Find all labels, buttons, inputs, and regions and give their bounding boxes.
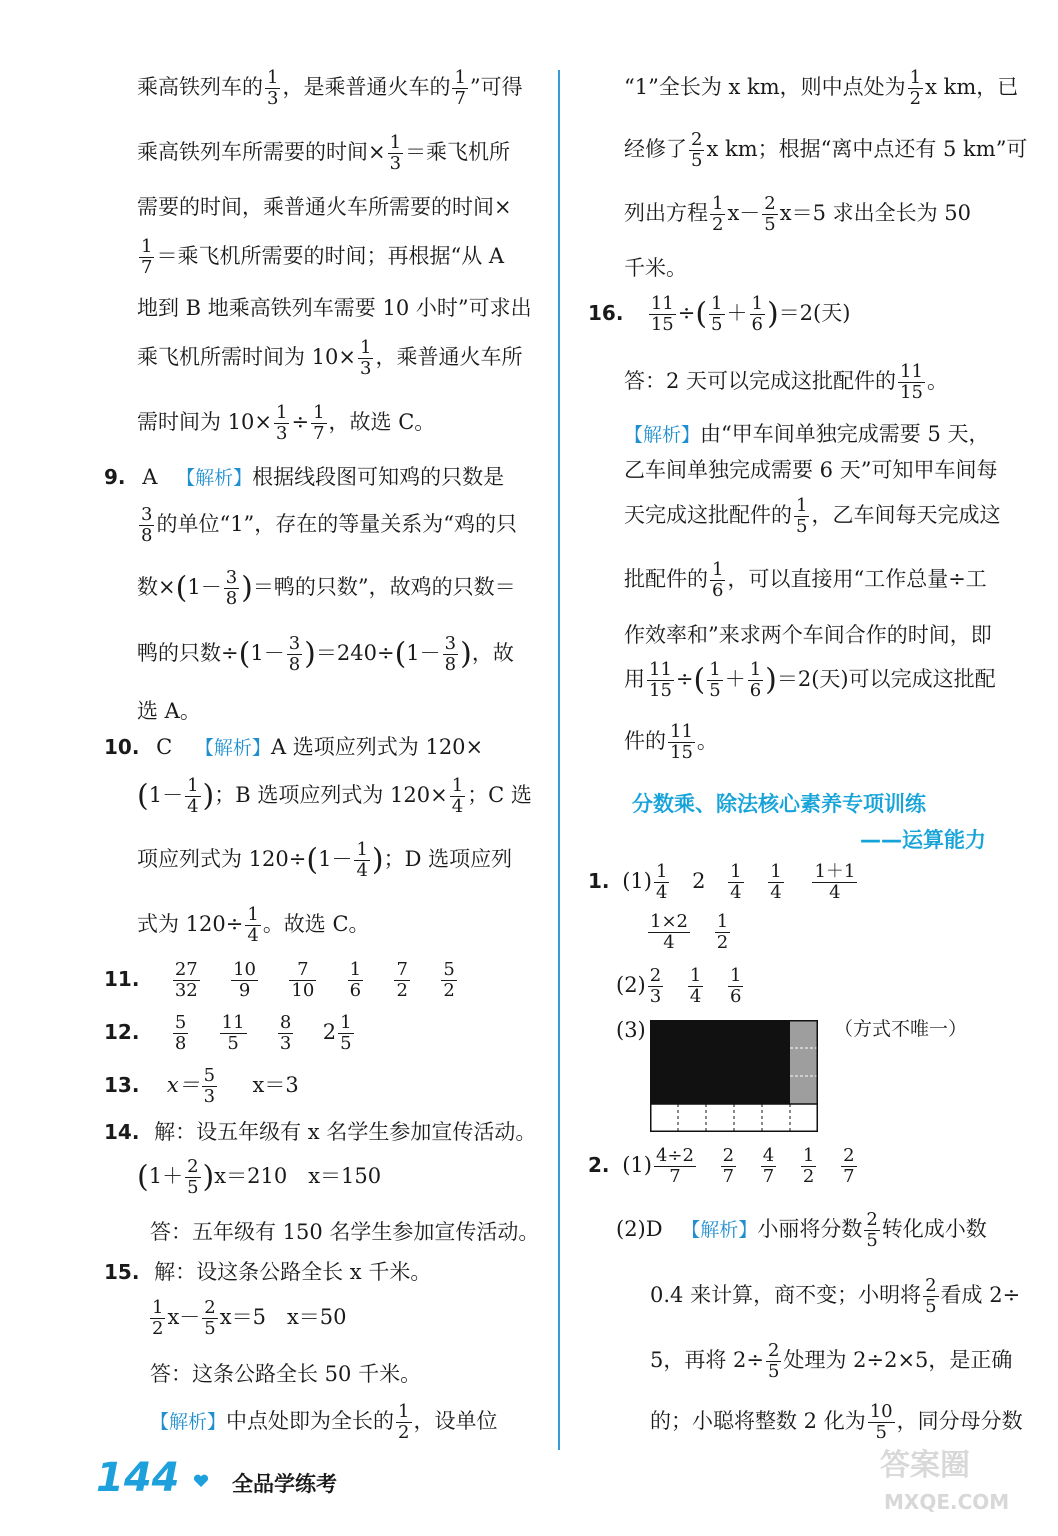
fraction: [715, 912, 730, 953]
q10-line-4: 式为 120÷ $\frac{1}{4}$ 。故选 C。: [137, 904, 370, 946]
fraction: [231, 960, 258, 1001]
grey-shaded-region: [790, 1020, 818, 1104]
q15-analysis: 【解析】中点处即为全长的 $\frac{1}{2}$ ，设单位: [150, 1401, 498, 1443]
denominator: 4: [730, 881, 742, 903]
numerator: 1: [247, 904, 259, 925]
q16-analysis-2: 乙车间单独完成需要 6 天”可知甲车间每: [624, 458, 998, 482]
fraction: [748, 660, 763, 701]
denominator: 5: [875, 1421, 887, 1443]
numerator: 2: [722, 1145, 735, 1166]
section-q1-part3-label: (3): [616, 1018, 646, 1042]
denominator: 3: [279, 1032, 292, 1054]
analysis-tag: 【解析】: [176, 467, 253, 489]
numerator: 1: [730, 965, 742, 986]
parenthesis: ): [241, 570, 253, 606]
fraction: [441, 960, 456, 1001]
denominator: 4: [770, 881, 782, 903]
fraction: [654, 862, 669, 903]
fraction: [289, 960, 316, 1001]
numerator: 2: [649, 965, 662, 986]
left-line-5: 地到 B 地乘高铁列车需要 10 小时”可求出: [137, 296, 532, 320]
denominator: 4: [247, 924, 259, 946]
denominator: 3: [360, 357, 372, 379]
watermark-text: 答案圈: [880, 1448, 970, 1483]
right-line-4: 千米。: [624, 256, 687, 280]
numerator: 1: [313, 402, 325, 423]
denominator: 5: [768, 1360, 780, 1382]
numerator: 1: [451, 775, 464, 796]
book-title: 全品学练考: [232, 1472, 337, 1496]
fraction: [150, 1298, 165, 1339]
numerator: 11: [670, 721, 693, 742]
right-line-2: 经修了 $\frac{2}{5}$ x km；根据“离中点还有 5 km”可: [624, 129, 1028, 171]
numerator: 1＋1: [814, 861, 856, 882]
page-number: 144: [96, 1455, 180, 1501]
fraction: [648, 912, 690, 953]
q16-analysis-4: 批配件的 $\frac{1}{6}$ ，可以直接用“工作总量÷工: [624, 559, 987, 601]
fraction: [710, 194, 725, 235]
fraction: [173, 960, 200, 1001]
q16-analysis-5: 作效率和”来求两个车间合作的时间，即: [624, 623, 992, 647]
parenthesis: ): [202, 1159, 215, 1195]
denominator: 2: [396, 979, 408, 1001]
q16-analysis-1: 【解析】由“甲车间单独完成需要 5 天，: [624, 422, 990, 446]
fraction: [689, 130, 704, 171]
numerator: 1: [749, 659, 762, 680]
section-q1-part1-cont: [646, 912, 732, 953]
section-title: 分数乘、除法核心素养专项训练: [632, 792, 926, 816]
numerator: 2: [925, 1275, 937, 1296]
analysis-tag: 【解析】: [150, 1410, 227, 1433]
numerator: 5: [174, 1012, 187, 1033]
fraction: [768, 862, 783, 903]
fraction: [185, 1157, 200, 1198]
denominator: 5: [866, 1229, 878, 1251]
section-q2-part1: 2. (1) $\frac{4\div 2}{7}$ $\frac{2}{7}$ $\frac{4}{7}$ $\frac{1}{2}$ $\frac{2}{7}$: [588, 1145, 855, 1187]
analysis-tag: 【解析】: [194, 737, 271, 759]
denominator: 2: [443, 979, 455, 1001]
denominator: 3: [276, 422, 288, 444]
fraction: [443, 634, 458, 675]
numerator: 1: [356, 839, 368, 860]
q9-line-4: 鸭的只数÷(1－ $\frac{3}{8}$ )＝240÷(1－ $\frac{3}{8}$ )，故: [137, 633, 514, 675]
q16-answer: 答：2 天可以完成这批配件的 $\frac{11}{15}$ 。: [624, 361, 948, 403]
left-line-6: 乘飞机所需时间为 10× $\frac{1}{3}$ ，乘普通火车所: [137, 337, 523, 379]
denominator: 5: [796, 515, 808, 537]
analysis-tag: 【解析】: [624, 424, 701, 446]
numerator: 7: [289, 960, 316, 981]
numerator: 4÷2: [655, 1145, 694, 1166]
numerator: 3: [225, 567, 238, 588]
parenthesis: (: [695, 296, 708, 332]
numerator: 1×2: [650, 911, 688, 932]
denominator: 6: [749, 679, 762, 701]
left-line-3: 需要的时间，乘普通火车所需要的时间×: [137, 195, 512, 219]
numerator: 2: [764, 193, 776, 214]
numerator: 1: [751, 293, 763, 314]
numerator: 1: [141, 236, 153, 257]
parenthesis: (: [394, 636, 407, 672]
parenthesis: (: [306, 842, 319, 878]
section-q2-line-3: 5，再将 2÷ $\frac{2}{5}$ 处理为 2÷2×5，是正确: [650, 1340, 1013, 1382]
denominator: 3: [203, 1085, 216, 1107]
section-q2-part2: (2)D 【解析】小丽将分数 $\frac{2}{5}$ 转化成小数: [616, 1209, 987, 1251]
shaded-rectangle-diagram: [650, 1020, 818, 1132]
question-16: 16. $\frac{11}{15}$ ÷( $\frac{1}{5}$ ＋ $\frac{1}{6}$ )＝2(天): [588, 293, 851, 335]
question-12: 12. $\frac{5}{8}$ $\frac{11}{5}$ $\frac{8}{3}$ 2 $\frac{1}{5}$: [104, 1012, 352, 1054]
parenthesis: (: [137, 1159, 149, 1195]
numerator: 1: [398, 1401, 410, 1422]
numerator: 2: [866, 1209, 878, 1230]
numerator: 3: [444, 633, 457, 654]
denominator: 9: [238, 979, 251, 1001]
question-13: 13. x＝ $\frac{5}{3}$ x＝3: [104, 1065, 299, 1107]
fraction: [220, 1013, 247, 1054]
fraction: [311, 403, 326, 444]
numerator: 1: [730, 861, 742, 882]
denominator: 7: [762, 1165, 775, 1187]
numerator: 5: [443, 959, 455, 980]
denominator: 7: [669, 1165, 681, 1187]
numerator: 7: [396, 959, 408, 980]
question-9: 9. A 【解析】根据线段图可知鸡的只数是: [104, 465, 505, 489]
numerator: 1: [267, 67, 279, 88]
numerator: 5: [203, 1065, 216, 1086]
fraction: [358, 338, 373, 379]
left-line-7: 需时间为 10× $\frac{1}{3}$ ÷ $\frac{1}{7}$ ，故选 C。: [137, 402, 436, 444]
denominator: 4: [187, 795, 199, 817]
denominator: 2: [716, 931, 729, 953]
numerator: 11: [649, 659, 672, 680]
denominator: 4: [356, 859, 368, 881]
denominator: 15: [900, 381, 923, 403]
denominator: 5: [340, 1032, 352, 1054]
numerator: 1: [689, 965, 702, 986]
section-subtitle: ——运算能力: [860, 828, 986, 852]
numerator: 1: [802, 1145, 815, 1166]
denominator: 2: [398, 1421, 410, 1443]
parenthesis: (: [238, 636, 251, 672]
denominator: 2: [802, 1165, 815, 1187]
denominator: 7: [722, 1165, 735, 1187]
denominator: 4: [689, 985, 702, 1007]
fraction: [923, 1276, 938, 1317]
numerator: 1: [340, 1012, 352, 1033]
numerator: 1: [655, 861, 668, 882]
question-15: 15. 解：设这条公路全长 x 千米。: [104, 1260, 432, 1284]
numerator: 1: [187, 775, 199, 796]
fraction: [274, 403, 289, 444]
fraction: [338, 1013, 353, 1054]
fraction: [202, 1066, 217, 1107]
denominator: 8: [141, 524, 153, 546]
denominator: 32: [174, 979, 198, 1001]
denominator: 8: [444, 653, 457, 675]
numerator: 1: [709, 659, 721, 680]
section-q2-line-4: 的；小聪将整数 2 化为 $\frac{10}{5}$ ，同分母分数: [650, 1401, 1023, 1443]
fraction: [707, 660, 722, 701]
fraction: [388, 133, 403, 174]
q10-line-2: (1－ $\frac{1}{4}$ )；B 选项应列式为 120× $\frac{1}{4}$ ；C 选: [137, 775, 532, 817]
fraction: [202, 1298, 217, 1339]
numerator: 1: [712, 193, 724, 214]
left-line-1: 乘高铁列车的 $\frac{1}{3}$ ，是乘普通火车的 $\frac{1}{7}$ ”可得: [137, 67, 523, 109]
fraction: [287, 634, 302, 675]
numerator: 11: [221, 1012, 245, 1033]
fraction: [766, 1341, 781, 1382]
numerator: 11: [650, 293, 674, 314]
fraction: [801, 1146, 816, 1187]
numerator: 3: [141, 504, 153, 525]
fraction: [450, 776, 465, 817]
q16-analysis-3: 天完成这批配件的 $\frac{1}{5}$ ，乙车间每天完成这: [624, 495, 1001, 537]
q16-analysis-6: 用 $\frac{11}{15}$ ÷( $\frac{1}{5}$ ＋ $\frac{1}{6}$ )＝2(天)可以完成这批配: [624, 659, 996, 701]
q16-analysis-7: 件的 $\frac{11}{15}$ 。: [624, 721, 718, 763]
fraction: [648, 966, 663, 1007]
fraction: [728, 862, 743, 903]
numerator: 2: [691, 129, 703, 150]
fraction: [173, 1013, 188, 1054]
denominator: 7: [313, 422, 325, 444]
fraction: [396, 1402, 411, 1443]
fraction: [898, 362, 925, 403]
numerator: 1: [389, 132, 402, 153]
fraction: [654, 1146, 696, 1187]
numerator: 1: [796, 495, 808, 516]
numerator: 1: [711, 293, 723, 314]
column-divider: [558, 70, 560, 1450]
denominator: 5: [764, 213, 776, 235]
denominator: 7: [843, 1165, 855, 1187]
numerator: 2: [187, 1156, 199, 1177]
parenthesis: (: [175, 570, 188, 606]
parenthesis: ): [765, 662, 777, 698]
fraction: [649, 294, 676, 335]
fraction: [354, 840, 369, 881]
watermark-url: MXQE.COM: [884, 1490, 1010, 1514]
question-14: 14. 解：设五年级有 x 名学生参加宣传活动。: [104, 1120, 537, 1144]
q14-equation: (1＋ $\frac{2}{5}$ )x＝210 x＝150: [137, 1156, 382, 1198]
fraction: [265, 68, 280, 109]
denominator: 8: [225, 587, 238, 609]
fraction: [245, 905, 260, 946]
denominator: 4: [663, 931, 675, 953]
fraction: [348, 960, 363, 1001]
q10-line-3: 项应列式为 120÷(1－ $\frac{1}{4}$ )；D 选项应列: [137, 839, 513, 881]
fraction: [750, 294, 765, 335]
denominator: 15: [649, 679, 672, 701]
fraction: [278, 1013, 293, 1054]
denominator: 4: [829, 881, 841, 903]
numerator: 1: [152, 1297, 164, 1318]
question-10: 10. C 【解析】A 选项应列式为 120×: [104, 735, 484, 759]
fraction: [812, 862, 857, 903]
numerator: 1: [454, 67, 466, 88]
denominator: 6: [751, 313, 763, 335]
fraction: [710, 560, 725, 601]
fraction: [185, 776, 200, 817]
fraction: [139, 237, 154, 278]
numerator: 1: [716, 911, 729, 932]
dark-shaded-region: [650, 1020, 790, 1104]
fraction: [841, 1146, 856, 1187]
parenthesis: ): [766, 296, 779, 332]
fraction: [728, 966, 743, 1007]
left-line-2: 乘高铁列车所需要的时间× $\frac{1}{3}$ ＝乘飞机所: [137, 132, 511, 174]
denominator: 6: [712, 579, 724, 601]
numerator: 2: [843, 1145, 855, 1166]
fraction: [647, 660, 674, 701]
denominator: 5: [709, 679, 721, 701]
q9-line-3: 数×(1－ $\frac{3}{8}$ )＝鸭的只数”，故鸡的只数＝: [137, 567, 516, 609]
denominator: 7: [141, 256, 153, 278]
denominator: 3: [267, 87, 279, 109]
denominator: 5: [227, 1032, 239, 1054]
numerator: 1: [712, 559, 724, 580]
numerator: 11: [900, 361, 923, 382]
numerator: 4: [762, 1145, 775, 1166]
denominator: 5: [925, 1295, 937, 1317]
denominator: 6: [349, 979, 362, 1001]
fraction: [721, 1146, 736, 1187]
parenthesis: ): [460, 636, 472, 672]
denominator: 10: [291, 979, 315, 1001]
numerator: 10: [869, 1401, 893, 1422]
diagram-note: （方式不唯一）: [834, 1018, 968, 1040]
q9-line-5: 选 A。: [137, 699, 201, 723]
fraction: [761, 1146, 776, 1187]
heart-icon: [193, 1474, 209, 1488]
fraction: [668, 722, 695, 763]
parenthesis: ): [371, 842, 384, 878]
denominator: 6: [730, 985, 742, 1007]
parenthesis: ): [304, 636, 316, 672]
numerator: 1: [770, 861, 782, 882]
section-q1-part1: 1. (1) $\frac{1}{4}$ 2 $\frac{1}{4}$ $\frac{1}{4}$ $\frac{1+1}{4}$: [588, 861, 856, 903]
parenthesis: ): [202, 778, 215, 814]
numerator: 1: [360, 337, 372, 358]
denominator: 5: [691, 149, 703, 171]
denominator: 15: [670, 741, 693, 763]
numerator: 10: [233, 959, 256, 980]
analysis-tag: 【解析】: [681, 1218, 758, 1241]
numerator: 1: [349, 959, 362, 980]
fraction: [394, 960, 409, 1001]
denominator: 3: [649, 985, 662, 1007]
fraction: [139, 505, 154, 546]
parenthesis: (: [137, 778, 149, 814]
denominator: 2: [909, 87, 922, 109]
denominator: 8: [174, 1032, 187, 1054]
fraction: [224, 568, 239, 609]
numerator: 27: [174, 959, 198, 980]
denominator: 8: [288, 653, 301, 675]
denominator: 5: [187, 1176, 199, 1198]
denominator: 5: [711, 313, 723, 335]
q9-line-2: $\frac{3}{8}$ 的单位“1”，存在的等量关系为“鸡的只: [141, 504, 518, 546]
denominator: 4: [655, 881, 668, 903]
right-line-1: “1”全长为 x km，则中点处为 $\frac{1}{2}$ x km，已: [624, 67, 1019, 109]
numerator: 8: [279, 1012, 292, 1033]
fraction: [864, 1210, 879, 1251]
section-q1-part2: (2) $\frac{2}{3}$ $\frac{1}{4}$ $\frac{1}{6}$: [616, 965, 742, 1007]
fraction: [794, 496, 809, 537]
denominator: 4: [451, 795, 464, 817]
question-11: 11. $\frac{27}{32}$ $\frac{10}{9}$ $\frac{7}{10}$ $\frac{1}{6}$ $\frac{7}{2}$ $\frac{5}{2}$: [104, 959, 455, 1001]
right-line-3: 列出方程 $\frac{1}{2}$ x－ $\frac{2}{5}$ x＝5 求出全长为 50: [624, 193, 972, 235]
q15-answer: 答：这条公路全长 50 千米。: [150, 1362, 422, 1386]
fraction: [709, 294, 724, 335]
denominator: 2: [712, 213, 724, 235]
q14-answer: 答：五年级有 150 名学生参加宣传活动。: [150, 1220, 540, 1244]
numerator: 1: [909, 67, 922, 88]
q15-equation: $\frac{1}{2}$ x－ $\frac{2}{5}$ x＝5 x＝50: [152, 1297, 347, 1339]
parenthesis: (: [693, 662, 706, 698]
denominator: 7: [454, 87, 466, 109]
fraction: [908, 68, 923, 109]
fraction: [688, 966, 703, 1007]
denominator: 3: [389, 152, 402, 174]
fraction: [452, 68, 467, 109]
denominator: 2: [152, 1317, 164, 1339]
numerator: 2: [204, 1297, 216, 1318]
left-line-4: $\frac{1}{7}$ ＝乘飞机所需要的时间；再根据“从 A: [141, 236, 505, 278]
numerator: 3: [288, 633, 301, 654]
numerator: 1: [276, 402, 288, 423]
numerator: 2: [768, 1340, 780, 1361]
fraction: [762, 194, 777, 235]
section-q2-line-2: 0.4 来计算，商不变；小明将 $\frac{2}{5}$ 看成 2÷: [650, 1275, 1021, 1317]
denominator: 5: [204, 1317, 216, 1339]
fraction: [868, 1402, 895, 1443]
denominator: 15: [650, 313, 674, 335]
